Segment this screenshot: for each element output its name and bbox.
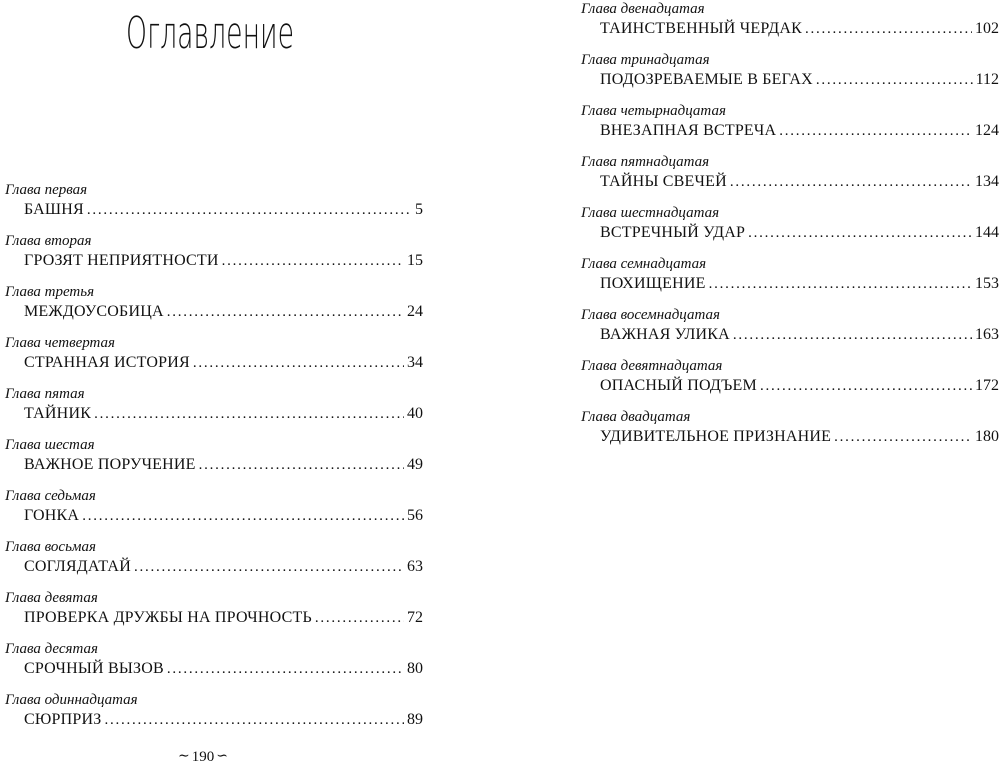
chapter-title: ТАЙНИК (24, 405, 92, 422)
chapter-page-number: 180 (975, 428, 999, 445)
chapter-line (600, 171, 999, 193)
chapter-title: ВАЖНАЯ УЛИКА (600, 326, 730, 343)
chapter-page-number: 172 (975, 377, 999, 394)
chapter-title: ПРОВЕРКА ДРУЖБЫ НА ПРОЧНОСТЬ (24, 609, 312, 626)
folio-right-ornament-icon: ∽ (216, 749, 228, 764)
toc-entry (5, 691, 423, 741)
toc-entry (5, 487, 423, 537)
chapter-number-label: Глава шестая (5, 437, 95, 453)
toc-entry (5, 283, 423, 333)
chapter-title: СОГЛЯДАТАЙ (24, 558, 131, 575)
dot-leader (167, 658, 404, 680)
chapter-line (600, 375, 999, 397)
dot-leader (199, 454, 404, 476)
dot-leader (82, 505, 404, 527)
chapter-number-label: Глава вторая (5, 233, 92, 249)
toc-entry (5, 232, 423, 282)
chapter-title: ПОДОЗРЕВАЕМЫЕ В БЕГАХ (600, 71, 813, 88)
chapter-title: ТАЙНЫ СВЕЧЕЙ (600, 173, 727, 190)
chapter-title: ВНЕЗАПНАЯ ВСТРЕЧА (600, 122, 777, 139)
toc-entry (581, 408, 999, 458)
toc-entry (5, 181, 423, 231)
dot-leader (779, 120, 972, 142)
page-folio (178, 747, 228, 767)
toc-entry (5, 436, 423, 486)
chapter-title: МЕЖДОУСОБИЦА (24, 303, 164, 320)
chapter-line (24, 454, 423, 476)
chapter-number-label: Глава восемнадцатая (581, 307, 720, 323)
chapter-number-label: Глава десятая (5, 641, 98, 657)
toc-entry (581, 51, 999, 101)
chapter-title: ГРОЗЯТ НЕПРИЯТНОСТИ (24, 252, 219, 269)
chapter-number-label: Глава семнадцатая (581, 256, 707, 272)
chapter-title: ОПАСНЫЙ ПОДЪЕМ (600, 377, 757, 394)
chapter-line (24, 301, 423, 323)
chapter-number-label: Глава двадцатая (581, 409, 691, 425)
chapter-line (600, 426, 999, 448)
chapter-line (600, 120, 999, 142)
dot-leader (730, 171, 972, 193)
chapter-line (600, 273, 999, 295)
toc-entry (581, 204, 999, 254)
dot-leader (760, 375, 972, 397)
chapter-number-label: Глава четвертая (5, 335, 116, 351)
page-title-graphic (126, 2, 306, 60)
dot-leader (104, 709, 404, 731)
chapter-page-number: 112 (975, 71, 999, 88)
chapter-number-label: Глава шестнадцатая (581, 205, 720, 221)
chapter-page-number: 124 (975, 122, 999, 139)
dot-leader (193, 352, 404, 374)
chapter-page-number: 102 (975, 20, 999, 37)
dot-leader (87, 199, 412, 221)
toc-entry (581, 255, 999, 305)
dot-leader (94, 403, 404, 425)
chapter-number-label: Глава четырнадцатая (581, 103, 726, 119)
chapter-number-label: Глава третья (5, 284, 95, 300)
chapter-number-label: Глава седьмая (5, 488, 96, 504)
chapter-title: ТАИНСТВЕННЫЙ ЧЕРДАК (600, 20, 802, 37)
chapter-page-number: 40 (407, 405, 423, 422)
chapter-line (600, 324, 999, 346)
toc-entry (5, 385, 423, 435)
chapter-line (600, 18, 999, 40)
chapter-title: ПОХИЩЕНИЕ (600, 275, 706, 292)
chapter-line (24, 403, 423, 425)
chapter-page-number: 24 (407, 303, 423, 320)
chapter-page-number: 163 (975, 326, 999, 343)
chapter-line (24, 709, 423, 731)
chapter-number-label: Глава первая (5, 182, 88, 198)
chapter-line (24, 352, 423, 374)
chapter-number-label: Глава пятая (5, 386, 85, 402)
chapter-page-number: 56 (407, 507, 423, 524)
chapter-line (24, 199, 423, 221)
chapter-line (24, 658, 423, 680)
chapter-line (600, 222, 999, 244)
dot-leader (134, 556, 404, 578)
chapter-number-label: Глава восьмая (5, 539, 96, 555)
chapter-title: СЮРПРИЗ (24, 711, 102, 728)
chapter-title: СРОЧНЫЙ ВЫЗОВ (24, 660, 164, 677)
chapter-page-number: 144 (975, 224, 999, 241)
dot-leader (733, 324, 972, 346)
toc-entry (581, 306, 999, 356)
chapter-line (24, 607, 423, 629)
chapter-page-number: 63 (407, 558, 423, 575)
toc-entry (581, 102, 999, 152)
toc-entry (5, 589, 423, 639)
chapter-title: ГОНКА (24, 507, 80, 524)
chapter-line (24, 250, 423, 272)
chapter-number-label: Глава одиннадцатая (5, 692, 138, 708)
chapter-page-number: 49 (407, 456, 423, 473)
chapter-number-label: Глава тринадцатая (581, 52, 710, 68)
chapter-number-label: Глава двенадцатая (581, 1, 705, 17)
dot-leader (748, 222, 972, 244)
dot-leader (222, 250, 404, 272)
chapter-line (24, 556, 423, 578)
chapter-page-number: 34 (407, 354, 423, 371)
toc-entry (581, 0, 999, 50)
chapter-title: ВАЖНОЕ ПОРУЧЕНИЕ (24, 456, 196, 473)
chapter-page-number: 153 (975, 275, 999, 292)
toc-entry (581, 153, 999, 203)
dot-leader (315, 607, 404, 629)
chapter-page-number: 80 (407, 660, 423, 677)
toc-entry (581, 357, 999, 407)
chapter-title: ВСТРЕЧНЫЙ УДАР (600, 224, 746, 241)
chapter-title: УДИВИТЕЛЬНОЕ ПРИЗНАНИЕ (600, 428, 832, 445)
folio-page-number: 190 (191, 748, 215, 765)
chapter-number-label: Глава пятнадцатая (581, 154, 710, 170)
chapter-title: СТРАННАЯ ИСТОРИЯ (24, 354, 190, 371)
chapter-number-label: Глава девятнадцатая (581, 358, 723, 374)
toc-entry (5, 640, 423, 690)
dot-leader (805, 18, 972, 40)
chapter-page-number: 5 (415, 201, 423, 218)
chapter-title: БАШНЯ (24, 201, 84, 218)
chapter-line (24, 505, 423, 527)
chapter-line (600, 69, 999, 91)
page-title (126, 2, 306, 60)
chapter-page-number: 15 (407, 252, 423, 269)
dot-leader (834, 426, 972, 448)
page-title-text: Оглавление (126, 8, 294, 59)
chapter-page-number: 134 (975, 173, 999, 190)
toc-entry (5, 538, 423, 588)
dot-leader (167, 301, 404, 323)
chapter-page-number: 72 (407, 609, 423, 626)
folio-left-ornament-icon: ∼ (178, 749, 190, 764)
dot-leader (816, 69, 973, 91)
dot-leader (709, 273, 972, 295)
toc-entry (5, 334, 423, 384)
chapter-page-number: 89 (407, 711, 423, 728)
chapter-number-label: Глава девятая (5, 590, 98, 606)
